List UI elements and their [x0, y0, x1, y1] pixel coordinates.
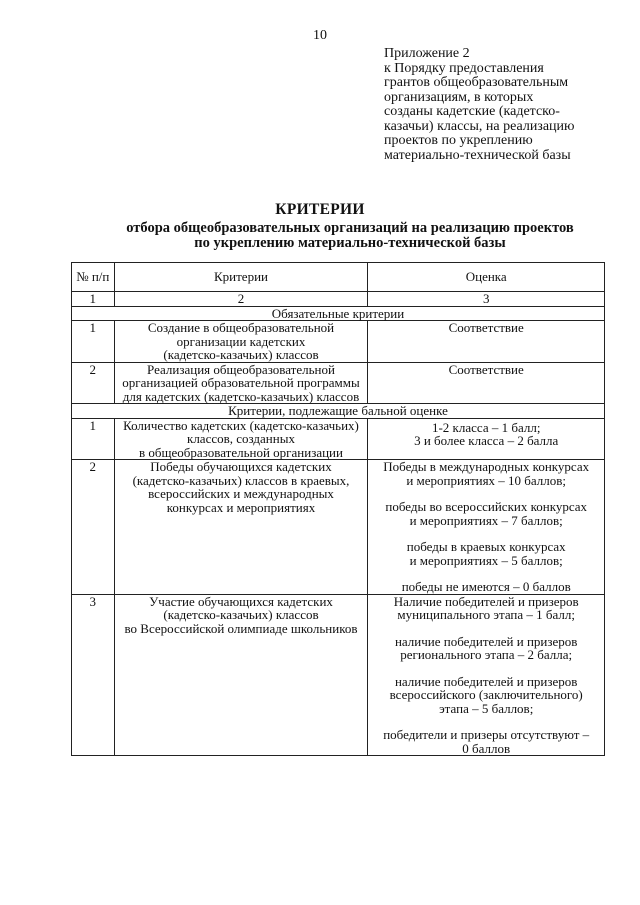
row-criteria [114, 460, 368, 595]
text-line: всероссийских и международных [148, 486, 334, 501]
row-criteria [114, 362, 368, 404]
subtitle-line: по укреплению материально-технической базы [194, 235, 506, 251]
text-line: Победы в международных конкурсах [383, 459, 590, 474]
appendix-line: проектов по укреплению [384, 133, 533, 148]
appendix-line: грантов общеобразовательным [384, 75, 569, 90]
text-line: победы не имеются – 0 баллов [401, 579, 571, 594]
text-line: Победы обучающихся кадетских [150, 459, 332, 474]
document-title: КРИТЕРИИ [275, 201, 365, 218]
appendix-line: казачьи) классы, на реализацию [384, 118, 575, 134]
appendix-line: организациям, в которых [384, 89, 534, 105]
col-number: 1 [72, 292, 115, 307]
column-number-row [72, 292, 605, 307]
text-line: организации кадетских [176, 333, 306, 349]
text-line: (кадетско-казачьих) классов [163, 347, 319, 362]
text-line: Наличие победителей и призеров [393, 593, 579, 609]
text-line: конкурсах и мероприятиях [166, 499, 316, 515]
row-num: 3 [72, 594, 115, 756]
text-line: этапа – 5 баллов; [439, 700, 534, 716]
text-line: и мероприятиях – 5 баллов; [409, 552, 563, 568]
row-score: Соответствие [368, 362, 605, 404]
row-score [368, 594, 605, 756]
page-number: 10 [313, 28, 327, 43]
row-score [368, 418, 605, 460]
section-row-scored [72, 404, 605, 419]
text-line: муниципального этапа – 1 балл; [397, 607, 575, 622]
text-line: и мероприятиях – 7 баллов; [409, 512, 563, 528]
row-num: 2 [72, 362, 115, 404]
text-line: 1-2 класса – 1 балл; [431, 419, 541, 435]
text-line: для кадетских (кадетско-казачьих) классов [122, 388, 360, 404]
row-criteria [114, 321, 368, 363]
text-line: 3 и более класса – 2 балла [414, 433, 559, 448]
text-line: победы во всероссийских конкурсах [385, 499, 588, 514]
table-row [72, 594, 605, 756]
text-line: (кадетско-казачьих) классов [163, 607, 319, 622]
row-num: 2 [72, 460, 115, 595]
appendix-line: созданы кадетские (кадетско- [384, 104, 560, 119]
row-score: Соответствие [368, 321, 605, 363]
appendix-line: Приложение 2 [384, 46, 470, 61]
text-line: победители и призеры отсутствуют – [383, 727, 590, 742]
table-row [72, 362, 605, 404]
appendix-line: материально-технической базы [384, 147, 571, 163]
header-row [72, 263, 605, 292]
text-line: (кадетско-казачьих) классов в краевых, [132, 472, 350, 488]
text-line: всероссийского (заключительного) [389, 687, 583, 702]
criteria-table [71, 262, 605, 756]
text-line: наличие победителей и призеров [394, 633, 578, 649]
subtitle-line: отбора общеобразовательных организаций на реализацию проектов [126, 220, 574, 236]
text-line: Участие обучающихся кадетских [149, 593, 333, 609]
text-line: во Всероссийской олимпиаде школьников [124, 620, 358, 636]
row-criteria [114, 418, 368, 460]
text-line: регионального этапа – 2 балла; [400, 647, 573, 662]
text-line: победы в краевых конкурсах [406, 539, 566, 554]
table-row [72, 460, 605, 595]
row-criteria [114, 594, 368, 756]
text-line: в общеобразовательной организации [139, 444, 343, 460]
text-line: и мероприятиях – 10 баллов; [406, 472, 567, 488]
table-row [72, 418, 605, 460]
section-title: Обязательные критерии [72, 306, 605, 321]
text-line: Создание в общеобразовательной [147, 320, 335, 335]
section-row-mandatory [72, 306, 605, 321]
table-row [72, 321, 605, 363]
header-num: № п/п [72, 263, 115, 292]
section-title: Критерии, подлежащие бальной оценке [72, 404, 605, 419]
text-line: наличие победителей и призеров [394, 673, 578, 689]
text-line: классов, созданных [187, 431, 295, 446]
appendix-note [384, 47, 634, 163]
text-line: Количество кадетских (кадетско-казачьих) [123, 417, 359, 433]
document-subtitle [60, 221, 640, 251]
text-line: 0 баллов [462, 740, 511, 756]
header-criteria: Критерии [114, 263, 368, 292]
row-num: 1 [72, 321, 115, 363]
col-number: 2 [114, 292, 368, 307]
appendix-line: к Порядку предоставления [384, 60, 544, 76]
row-num: 1 [72, 418, 115, 460]
row-score [368, 460, 605, 595]
text-line: организацией образовательной программы [122, 375, 360, 390]
text-line: Реализация общеобразовательной [147, 361, 335, 377]
col-number: 3 [368, 292, 605, 307]
header-score: Оценка [368, 263, 605, 292]
